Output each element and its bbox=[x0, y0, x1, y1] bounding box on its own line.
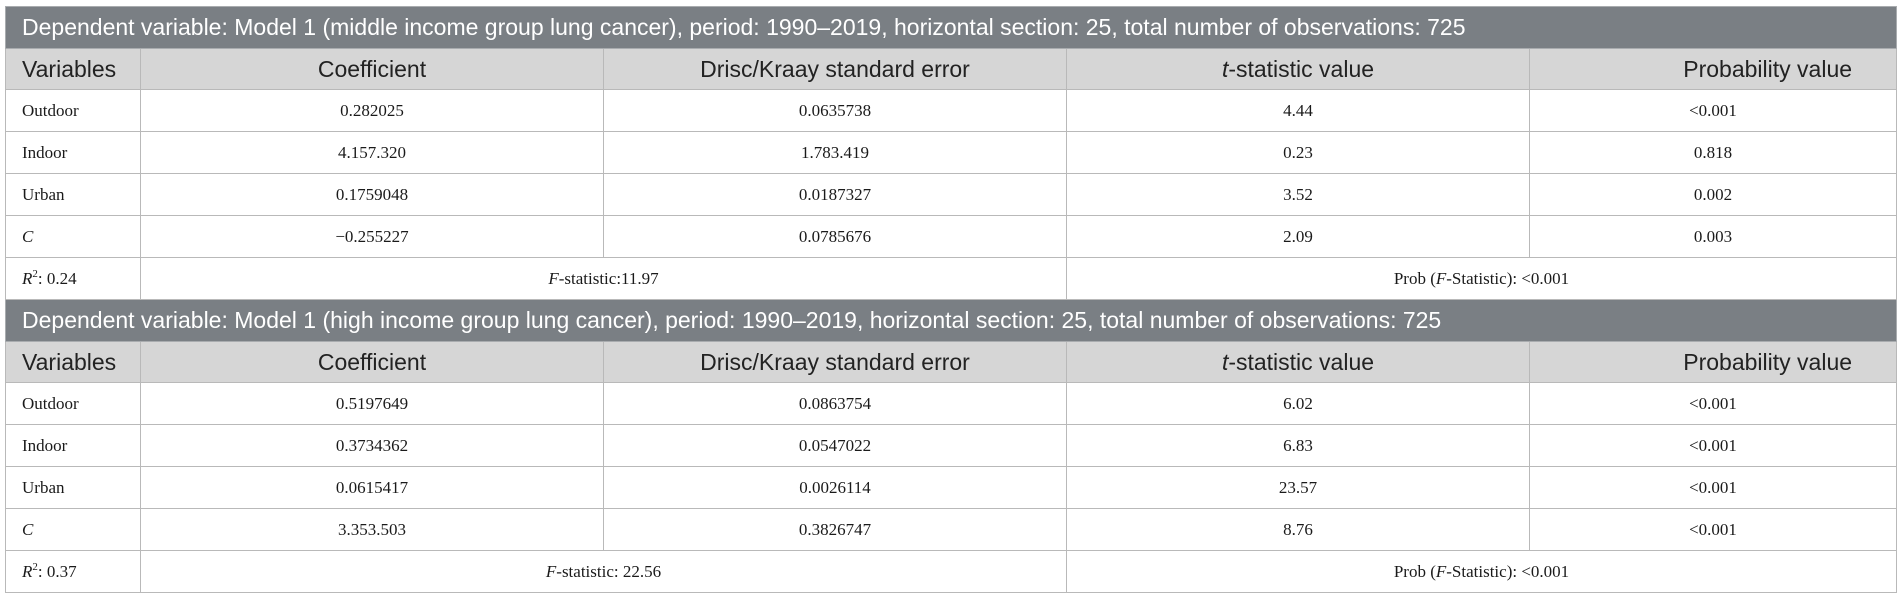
std-error-cell: 1.783.419 bbox=[604, 132, 1067, 174]
header-t-statistic: t-statistic value bbox=[1067, 49, 1530, 90]
prob-f-statistic-cell: Prob (F-Statistic): <0.001 bbox=[1067, 258, 1897, 300]
summary-row bbox=[6, 551, 1897, 593]
header-std-error: Drisc/Kraay standard error bbox=[604, 342, 1067, 383]
regression-results-table bbox=[5, 6, 1897, 593]
std-error-cell: 0.0187327 bbox=[604, 174, 1067, 216]
p-value-cell: <0.001 bbox=[1530, 467, 1897, 509]
std-error-cell: 0.0863754 bbox=[604, 383, 1067, 425]
table-row bbox=[6, 132, 1897, 174]
table-row bbox=[6, 467, 1897, 509]
header-t-statistic: t-statistic value bbox=[1067, 342, 1530, 383]
prob-f-statistic-cell: Prob (F-Statistic): <0.001 bbox=[1067, 551, 1897, 593]
regression-results-table-container bbox=[5, 6, 1896, 593]
coefficient-cell: −0.255227 bbox=[141, 216, 604, 258]
coefficient-cell: 0.0615417 bbox=[141, 467, 604, 509]
panel-title-row bbox=[6, 7, 1897, 49]
table-row bbox=[6, 90, 1897, 132]
p-value-cell: <0.001 bbox=[1530, 383, 1897, 425]
t-value-cell: 0.23 bbox=[1067, 132, 1530, 174]
table-row bbox=[6, 216, 1897, 258]
header-variables: Variables bbox=[6, 342, 141, 383]
coefficient-cell: 0.282025 bbox=[141, 90, 604, 132]
t-value-cell: 6.83 bbox=[1067, 425, 1530, 467]
coefficient-cell: 3.353.503 bbox=[141, 509, 604, 551]
header-coefficient: Coefficient bbox=[141, 49, 604, 90]
table-row bbox=[6, 174, 1897, 216]
table-row bbox=[6, 425, 1897, 467]
variable-cell: C bbox=[6, 216, 141, 258]
panel-title: Dependent variable: Model 1 (middle income group lung cancer), period: 1990–2019, horizontal section: 25, total number of observations: 725 bbox=[6, 7, 1897, 49]
r-squared-cell: $R^2$: 0.37 bbox=[6, 551, 141, 593]
header-std-error: Drisc/Kraay standard error bbox=[604, 49, 1067, 90]
variable-cell: Outdoor bbox=[6, 383, 141, 425]
variable-cell: C bbox=[6, 509, 141, 551]
panel-title: Dependent variable: Model 1 (high income group lung cancer), period: 1990–2019, horizontal section: 25, total number of observations: 725 bbox=[6, 300, 1897, 342]
coefficient-cell: 0.5197649 bbox=[141, 383, 604, 425]
variable-cell: Indoor bbox=[6, 132, 141, 174]
variable-cell: Indoor bbox=[6, 425, 141, 467]
column-header-row bbox=[6, 49, 1897, 90]
std-error-cell: 0.0026114 bbox=[604, 467, 1067, 509]
summary-row bbox=[6, 258, 1897, 300]
p-value-cell: 0.002 bbox=[1530, 174, 1897, 216]
t-value-cell: 3.52 bbox=[1067, 174, 1530, 216]
f-statistic-cell: F-statistic:11.97 bbox=[141, 258, 1067, 300]
p-value-cell: <0.001 bbox=[1530, 509, 1897, 551]
coefficient-cell: 0.1759048 bbox=[141, 174, 604, 216]
t-value-cell: 4.44 bbox=[1067, 90, 1530, 132]
r-squared-cell: $R^2$: 0.24 bbox=[6, 258, 141, 300]
std-error-cell: 0.0785676 bbox=[604, 216, 1067, 258]
header-probability: Probability value bbox=[1530, 49, 1897, 90]
t-value-cell: 23.57 bbox=[1067, 467, 1530, 509]
std-error-cell: 0.0547022 bbox=[604, 425, 1067, 467]
coefficient-cell: 0.3734362 bbox=[141, 425, 604, 467]
p-value-cell: <0.001 bbox=[1530, 90, 1897, 132]
p-value-cell: <0.001 bbox=[1530, 425, 1897, 467]
table-row bbox=[6, 383, 1897, 425]
variable-cell: Outdoor bbox=[6, 90, 141, 132]
p-value-cell: 0.818 bbox=[1530, 132, 1897, 174]
header-variables: Variables bbox=[6, 49, 141, 90]
f-statistic-cell: F-statistic: 22.56 bbox=[141, 551, 1067, 593]
std-error-cell: 0.0635738 bbox=[604, 90, 1067, 132]
t-value-cell: 8.76 bbox=[1067, 509, 1530, 551]
column-header-row bbox=[6, 342, 1897, 383]
coefficient-cell: 4.157.320 bbox=[141, 132, 604, 174]
panel-title-row bbox=[6, 300, 1897, 342]
p-value-cell: 0.003 bbox=[1530, 216, 1897, 258]
header-probability: Probability value bbox=[1530, 342, 1897, 383]
header-coefficient: Coefficient bbox=[141, 342, 604, 383]
std-error-cell: 0.3826747 bbox=[604, 509, 1067, 551]
t-value-cell: 6.02 bbox=[1067, 383, 1530, 425]
variable-cell: Urban bbox=[6, 174, 141, 216]
table-row bbox=[6, 509, 1897, 551]
variable-cell: Urban bbox=[6, 467, 141, 509]
t-value-cell: 2.09 bbox=[1067, 216, 1530, 258]
